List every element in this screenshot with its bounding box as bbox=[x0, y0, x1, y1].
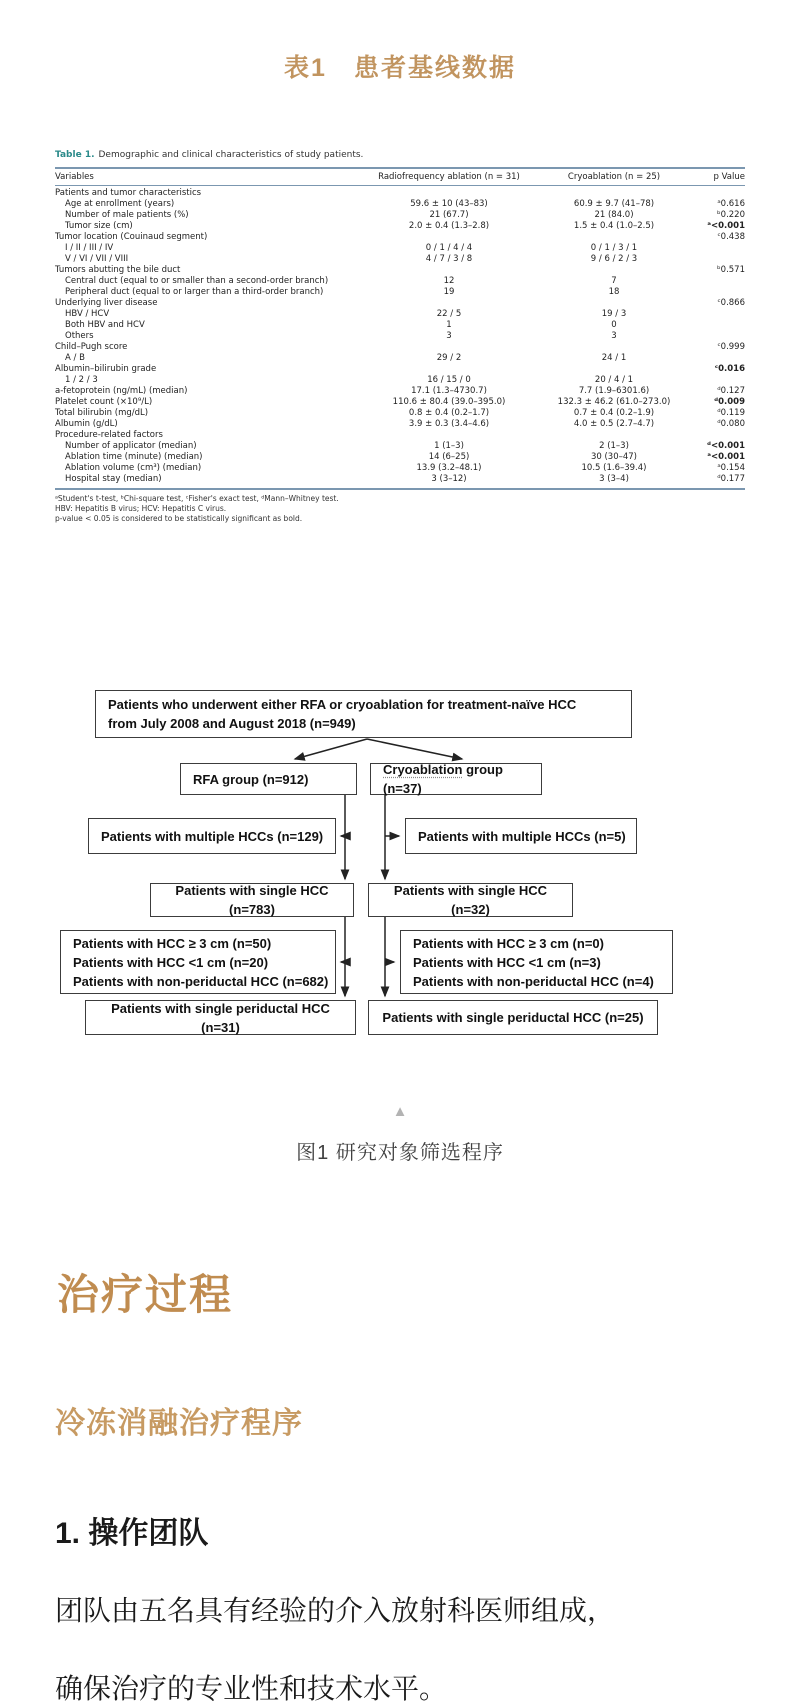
col-header-pvalue: p Value bbox=[713, 172, 745, 182]
table-caption-label: Table 1. bbox=[55, 150, 95, 160]
section-heading-treatment-process: 治疗过程 bbox=[57, 1270, 234, 1319]
table-cell: 110.6 ± 80.4 (39.0–395.0) bbox=[392, 397, 506, 407]
rfa-final-label: Patients with single periductal HCC (n=31) bbox=[111, 1000, 330, 1035]
cryo-final-label: Patients with single periductal HCC (n=25) bbox=[382, 1010, 644, 1025]
flowchart-box-cryo-final bbox=[368, 1000, 658, 1035]
table-row bbox=[55, 221, 745, 232]
table-cell: 0.7 ± 0.4 (0.2–1.9) bbox=[573, 408, 655, 418]
col-header-rfa: Radiofrequency ablation (n = 31) bbox=[378, 172, 520, 182]
cryo-exclusion-line: Patients with non-periductal HCC (n=4) bbox=[413, 973, 654, 989]
table-cell: 22 / 5 bbox=[436, 309, 462, 319]
table-caption-text: Demographic and clinical characteristics of study patients. bbox=[98, 150, 364, 160]
rfa-group-label: RFA group (n=912) bbox=[193, 771, 309, 787]
table-row bbox=[55, 430, 745, 441]
table-cell: 3 (3–4) bbox=[599, 474, 629, 484]
table-cell: Underlying liver disease bbox=[55, 298, 158, 308]
rfa-multiple-label: Patients with multiple HCCs (n=129) bbox=[101, 828, 324, 844]
rfa-exclusion-line: Patients with HCC <1 cm (n=20) bbox=[73, 954, 269, 970]
table1-figure bbox=[55, 150, 745, 524]
table-cell: 17.1 (1.3–4730.7) bbox=[411, 386, 487, 396]
table-cell: Tumors abutting the bile duct bbox=[55, 265, 181, 275]
flowchart-box-rfa-final bbox=[85, 1000, 356, 1035]
table-cell: ᵇ0.571 bbox=[717, 265, 745, 275]
table-cell: Albumin–bilirubin grade bbox=[55, 364, 157, 374]
table-cell: 0 bbox=[611, 320, 617, 330]
table-cell: 3.9 ± 0.3 (3.4–4.6) bbox=[408, 419, 490, 429]
table-caption bbox=[55, 150, 745, 160]
table-cell: Tumor size (cm) bbox=[65, 221, 133, 231]
table-cell: 132.3 ± 46.2 (61.0–273.0) bbox=[557, 397, 671, 407]
table-cell: a-fetoprotein (ng/mL) (median) bbox=[55, 386, 188, 396]
table-cell: Number of male patients (%) bbox=[65, 210, 189, 220]
flowchart-box-rfa-exclusions bbox=[60, 930, 336, 994]
table-cell: 1.5 ± 0.4 (1.0–2.5) bbox=[573, 221, 655, 231]
flowchart-box-cryo-group bbox=[370, 763, 542, 795]
table-row bbox=[55, 188, 745, 199]
table-cell: ᶜ0.438 bbox=[717, 232, 745, 242]
table-cell: ᵃ0.154 bbox=[717, 463, 745, 473]
table-row bbox=[55, 243, 745, 254]
table-cell: 2.0 ± 0.4 (1.3–2.8) bbox=[408, 221, 490, 231]
cryo-group-rest: group (n=37) bbox=[383, 762, 503, 796]
table-cell: Age at enrollment (years) bbox=[65, 199, 175, 209]
table-row bbox=[55, 331, 745, 342]
table-cell: HBV / HCV bbox=[65, 309, 110, 319]
subsection-heading-cryoablation-procedure: 冷冻消融治疗程序 bbox=[55, 1407, 303, 1440]
table-cell: ᶜ0.866 bbox=[717, 298, 745, 308]
table-cell: Procedure-related factors bbox=[55, 430, 163, 440]
body-line: 团队由五名具有经验的介入放射科医师组成， bbox=[55, 1595, 616, 1626]
table-cell: Central duct (equal to or smaller than a second-order branch) bbox=[65, 276, 329, 286]
table-cell: 13.9 (3.2–48.1) bbox=[416, 463, 482, 473]
cryo-exclusion-line: Patients with HCC <1 cm (n=3) bbox=[413, 954, 601, 970]
table-body bbox=[55, 186, 745, 490]
table-cell: I / II / III / IV bbox=[65, 243, 114, 253]
table-cell: ᶜ0.016 bbox=[714, 364, 745, 374]
table-cell: Number of applicator (median) bbox=[65, 441, 197, 451]
cryo-group-word: Cryoablation bbox=[383, 762, 463, 777]
table-row bbox=[55, 452, 745, 463]
table-cell: 4.0 ± 0.5 (2.7–4.7) bbox=[573, 419, 655, 429]
table-cell: ᵃ0.616 bbox=[717, 199, 745, 209]
page-title: 表1 患者基线数据 bbox=[284, 54, 516, 82]
table-cell: 0.8 ± 0.4 (0.2–1.7) bbox=[408, 408, 490, 418]
arrow-top-to-rfa bbox=[295, 739, 367, 759]
table-row bbox=[55, 397, 745, 408]
table-row bbox=[55, 254, 745, 265]
flowchart-box-cryo-multiple bbox=[405, 818, 637, 854]
table-cell: 21 (84.0) bbox=[594, 210, 634, 220]
table-row bbox=[55, 276, 745, 287]
rfa-single-label: Patients with single HCC (n=783) bbox=[175, 883, 329, 917]
rfa-exclusion-line: Patients with HCC ≥ 3 cm (n=50) bbox=[73, 935, 272, 951]
col-header-cryoablation: Cryoablation (n = 25) bbox=[567, 172, 661, 182]
table-cell: 19 / 3 bbox=[601, 309, 627, 319]
table-row bbox=[55, 265, 745, 276]
table-cell: 1 / 2 / 3 bbox=[65, 375, 98, 385]
table-cell: Tumor location (Couinaud segment) bbox=[55, 232, 208, 242]
table-cell: Platelet count (×10⁹/L) bbox=[55, 397, 153, 407]
cryo-exclusion-line: Patients with HCC ≥ 3 cm (n=0) bbox=[413, 935, 604, 951]
table-row bbox=[55, 375, 745, 386]
table-cell: 0 / 1 / 4 / 4 bbox=[425, 243, 473, 253]
table-row bbox=[55, 232, 745, 243]
table-cell: ᶜ0.999 bbox=[717, 342, 745, 352]
table-cell: 0 / 1 / 3 / 1 bbox=[590, 243, 638, 253]
table-row bbox=[55, 463, 745, 474]
table-row bbox=[55, 287, 745, 298]
table-cell: Patients and tumor characteristics bbox=[55, 188, 202, 198]
table-cell: 59.6 ± 10 (43–83) bbox=[410, 199, 488, 209]
table-cell: 21 (67.7) bbox=[429, 210, 469, 220]
table-cell: 10.5 (1.6–39.4) bbox=[581, 463, 647, 473]
table-cell: 30 (30–47) bbox=[590, 452, 638, 462]
table-footnote-significance: p-value < 0.05 is considered to be statistically significant as bold. bbox=[55, 514, 303, 523]
table-cell: 9 / 6 / 2 / 3 bbox=[590, 254, 638, 264]
table-footnote-abbrev: HBV: Hepatitis B virus; HCV: Hepatitis C virus. bbox=[55, 504, 227, 513]
table-cell: Ablation time (minute) (median) bbox=[65, 452, 203, 462]
enrollment-line1: Patients who underwent either RFA or cryoablation for treatment-naïve HCC bbox=[108, 697, 577, 712]
figure1-caption: 图1 研究对象筛选程序 bbox=[296, 1142, 504, 1164]
table-cell: Peripheral duct (equal to or larger than a third-order branch) bbox=[65, 287, 324, 297]
cryo-single-label: Patients with single HCC (n=32) bbox=[393, 883, 548, 917]
collapse-triangle-icon: ▲ bbox=[392, 1103, 408, 1120]
table-cell: 18 bbox=[608, 287, 620, 297]
table-cell: 19 bbox=[443, 287, 455, 297]
table-cell: A / B bbox=[65, 353, 85, 363]
table-cell: Hospital stay (median) bbox=[65, 474, 162, 484]
table-row bbox=[55, 320, 745, 331]
item-heading-operation-team: 1. 操作团队 bbox=[55, 1517, 209, 1550]
table-row bbox=[55, 298, 745, 309]
table-cell: 7 bbox=[611, 276, 617, 286]
table-cell: 2 (1–3) bbox=[599, 441, 629, 451]
table-cell: ᵇ0.220 bbox=[717, 210, 745, 220]
table-header-row bbox=[55, 167, 745, 186]
flowchart-box-enrollment bbox=[95, 690, 632, 738]
table-cell: ᵃ<0.001 bbox=[707, 221, 745, 231]
table-row bbox=[55, 441, 745, 452]
table-cell: Total bilirubin (mg/dL) bbox=[55, 408, 149, 418]
table-row bbox=[55, 386, 745, 397]
table-cell: 1 bbox=[446, 320, 452, 330]
flowchart-box-rfa-single bbox=[150, 883, 354, 917]
table-cell: 14 (6–25) bbox=[428, 452, 470, 462]
table-cell: 20 / 4 / 1 bbox=[594, 375, 634, 385]
table-row bbox=[55, 364, 745, 375]
table-row bbox=[55, 419, 745, 430]
cryo-group-label bbox=[383, 760, 535, 798]
table-cell: ᵈ0.177 bbox=[717, 474, 745, 484]
table-cell: ᵃ<0.001 bbox=[707, 452, 745, 462]
table-row bbox=[55, 342, 745, 353]
table-cell: 4 / 7 / 3 / 8 bbox=[425, 254, 473, 264]
table-cell: ᵈ0.080 bbox=[717, 419, 745, 429]
table-cell: 1 (1–3) bbox=[434, 441, 464, 451]
flowchart-box-cryo-single bbox=[368, 883, 573, 917]
cryo-multiple-label: Patients with multiple HCCs (n=5) bbox=[418, 828, 626, 844]
table-row bbox=[55, 309, 745, 320]
table-row bbox=[55, 474, 745, 485]
table-cell: Ablation volume (cm³) (median) bbox=[65, 463, 202, 473]
body-paragraph bbox=[55, 1572, 755, 1707]
figure1-flowchart bbox=[0, 620, 800, 1060]
flowchart-box-cryo-exclusions bbox=[400, 930, 673, 994]
table-row bbox=[55, 408, 745, 419]
table-cell: 24 / 1 bbox=[601, 353, 627, 363]
table-footnote-tests: ᵃStudent's t-test, ᵇChi-square test, ᶜFisher's exact test, ᵈMann–Whitney test. bbox=[55, 494, 339, 503]
rfa-exclusion-line: Patients with non-periductal HCC (n=682) bbox=[73, 973, 329, 989]
table-cell: ᵈ<0.001 bbox=[706, 441, 745, 451]
flowchart-box-rfa-multiple bbox=[88, 818, 336, 854]
table-cell: Others bbox=[65, 331, 94, 341]
arrow-top-to-cryo bbox=[367, 739, 462, 759]
table-cell: 29 / 2 bbox=[436, 353, 462, 363]
flowchart-box-rfa-group bbox=[180, 763, 357, 795]
table-cell: 3 bbox=[611, 331, 617, 341]
table-cell: 16 / 15 / 0 bbox=[427, 375, 471, 385]
table-cell: V / VI / VII / VIII bbox=[65, 254, 129, 264]
table-cell: Both HBV and HCV bbox=[65, 320, 145, 330]
table-cell: Child–Pugh score bbox=[55, 342, 128, 352]
table-row bbox=[55, 210, 745, 221]
table-cell: ᵈ0.127 bbox=[717, 386, 745, 396]
table-row bbox=[55, 199, 745, 210]
col-header-variables: Variables bbox=[55, 172, 94, 182]
table-cell: ᵈ0.119 bbox=[717, 408, 745, 418]
table-cell: 7.7 (1.9–6301.6) bbox=[578, 386, 650, 396]
table-footnotes bbox=[55, 494, 745, 524]
table-cell: Albumin (g/dL) bbox=[55, 419, 118, 429]
table-cell: 60.9 ± 9.7 (41–78) bbox=[573, 199, 655, 209]
table-cell: 3 (3–12) bbox=[431, 474, 467, 484]
table-cell: 12 bbox=[443, 276, 455, 286]
body-line: 确保治疗的专业性和技术水平。 bbox=[55, 1673, 448, 1704]
table-cell: 3 bbox=[446, 331, 452, 341]
table-cell: ᵈ0.009 bbox=[714, 397, 745, 407]
enrollment-line2: from July 2008 and August 2018 (n=949) bbox=[108, 716, 356, 731]
table-row bbox=[55, 353, 745, 364]
